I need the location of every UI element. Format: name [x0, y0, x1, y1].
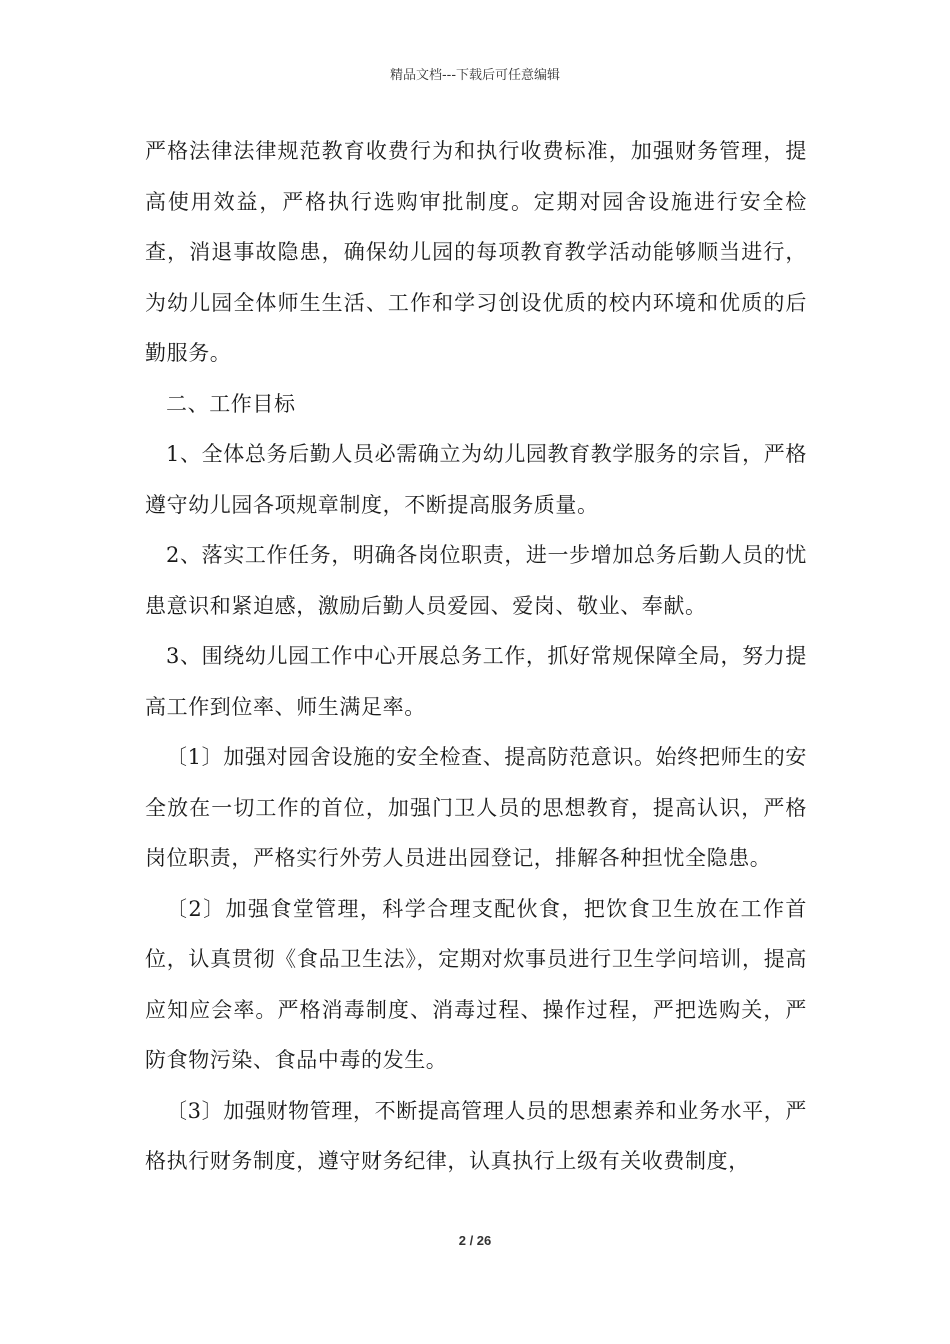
sub-item-1: 〔1〕加强对园舍设施的安全检查、提高防范意识。始终把师生的安全放在一切工作的首位，加强门卫人员的思想教育，提高认识，严格岗位职责，严格实行外劳人员进出园登记，排解各种担忧全隐患。 [145, 745, 807, 870]
goal-item-3: 3、围绕幼儿园工作中心开展总务工作，抓好常规保障全局，努力提高工作到位率、师生满足率。 [145, 644, 807, 719]
page-number: 2 / 26 [458, 1233, 492, 1248]
section-heading-work-goals: 二、工作目标 [166, 391, 296, 416]
sub-item-3: 〔3〕加强财物管理，不断提高管理人员的思想素养和业务水平，严格执行财务制度，遵守财务纪律，认真执行上级有关收费制度， [145, 1098, 807, 1173]
document-body [145, 126, 807, 1187]
goal-item-2: 2、落实工作任务，明确各岗位职责，进一步增加总务后勤人员的忧患意识和紧迫感，激励后勤人员爱园、爱岗、敬业、奉献。 [145, 543, 807, 618]
goal-item-1: 1、全体总务后勤人员必需确立为幼儿园教育教学服务的宗旨，严格遵守幼儿园各项规章制度，不断提高服务质量。 [145, 442, 807, 517]
page-header: 精品文档---下载后可任意编辑 [389, 68, 561, 83]
sub-item-2: 〔2〕加强食堂管理，科学合理支配伙食，把饮食卫生放在工作首位，认真贯彻《食品卫生法》，定期对炊事员进行卫生学问培训，提高应知应会率。严格消毒制度、消毒过程、操作过程，严把选购关，严防食物污染、食品中毒的发生。 [145, 896, 807, 1072]
paragraph-intro: 严格法律法律规范教育收费行为和执行收费标准，加强财务管理，提高使用效益，严格执行选购审批制度。定期对园舍设施进行安全检查，消退事故隐患，确保幼儿园的每项教育教学活动能够顺当进行，为幼儿园全体师生生活、工作和学习创设优质的校内环境和优质的后勤服务。 [145, 139, 807, 365]
